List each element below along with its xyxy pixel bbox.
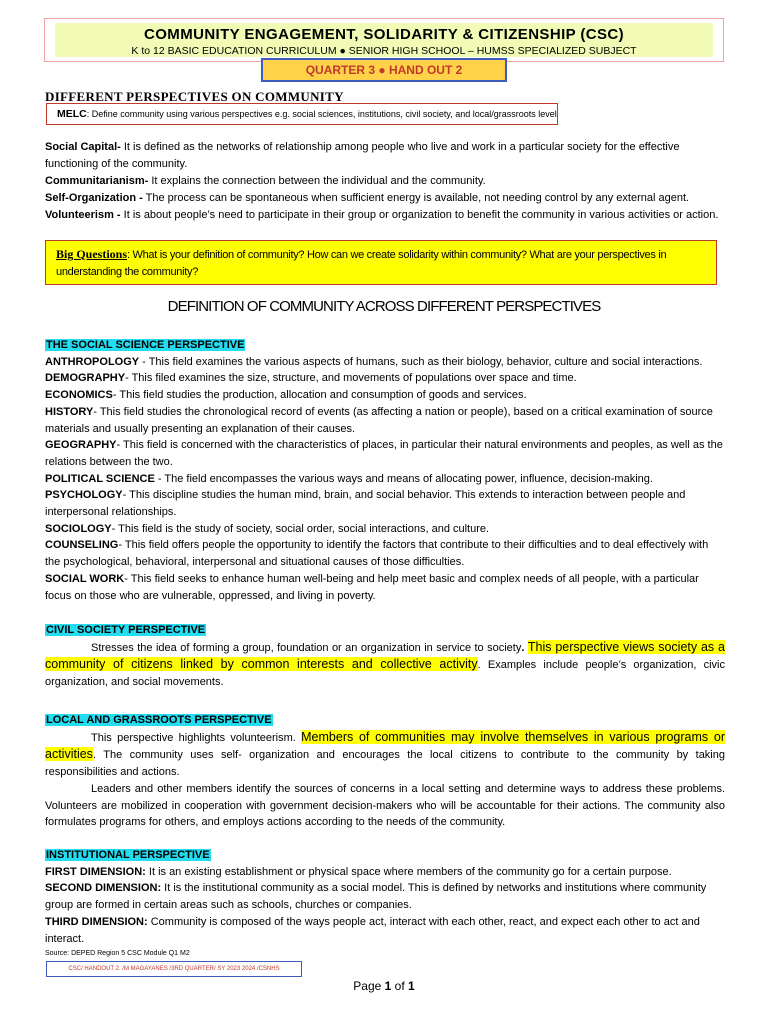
melc-label: MELC [57,108,87,120]
discipline-term: ANTHROPOLOGY [45,355,140,368]
institutional-section [45,847,725,947]
melc-box [46,103,558,125]
civil-society-section [45,622,725,691]
header-inner [55,23,713,57]
dimension-term: FIRST DIMENSION: [45,865,146,878]
discipline-term: DEMOGRAPHY [45,372,126,385]
definitions-list [45,139,725,224]
grassroots-highlight: Members of communities may involve themselves in various programs or activities [45,729,725,762]
definition-term: Self-Organization - [45,192,143,204]
discipline-text: - This field offers people the opportunity to identify the factors that contribute to their difficulties and to deal effectively with the psychological, behavioral, interpersonal and situational causes of those difficulties. [45,539,709,569]
definition-item [45,207,725,224]
discipline-text: - This field is the study of society, social order, social interactions, and culture. [111,522,490,535]
definition-text: It is defined as the networks of relationship among people who live and work in a particular society for the effective functioning of the community. [45,141,680,170]
main-title: DEFINITION OF COMMUNITY ACROSS DIFFERENT PERSPECTIVES [167,298,601,315]
discipline-text: - The field encompasses the various ways and means of allocating power, influence, decision-making. [154,472,653,485]
dimension-term: THIRD DIMENSION: [45,915,148,928]
discipline-text: - This filed examines the size, structure, and movements of populations over space and time. [125,372,577,385]
discipline-term: HISTORY [45,405,94,418]
dimension-text: It is the institutional community as a social model. This is defined by networks and institutions where community group are formed in certain areas such as schools, churches or companies. [45,882,707,912]
big-questions-text: : What is your definition of community? How can we create solidarity within community? What are your perspectives in understanding the community? [56,249,667,278]
page-current: 1 [384,979,392,993]
definition-term: Social Capital- [45,141,121,153]
discipline-term: PSYCHOLOGY [45,489,123,502]
big-questions-label: Big Questions [56,247,128,261]
discipline-text: - This field examines the various aspects of humans, such as their biology, behavior, culture and social interactions. [139,355,703,368]
definition-item [45,139,725,173]
quarter-badge: QUARTER 3 ● HAND OUT 2 [261,58,507,82]
social-science-heading: THE SOCIAL SCIENCE PERSPECTIVE [46,339,245,351]
discipline-item [45,387,725,404]
discipline-term: ECONOMICS [45,389,113,402]
grassroots-text-end: . The community uses self- organization and encourages the local citizens to contribute to the community by taking responsibilities and actions. [45,749,725,779]
civil-society-highlight: This perspective views society as a community of citizens linked by common interests and collective activity [45,639,725,672]
discipline-term: COUNSELING [45,539,119,552]
dimension-term: SECOND DIMENSION: [45,882,162,895]
discipline-item [45,521,725,538]
page-total: 1 [408,979,415,993]
civil-society-paragraph [45,639,725,691]
discipline-term: SOCIOLOGY [45,522,112,535]
definition-text: The process can be spontaneous when sufficient energy is available, not needing control by any external agent. [142,192,690,204]
discipline-item [45,471,725,488]
civil-society-text-end: . Examples include people’s organization, civic organization, and social movements. [45,659,726,689]
grassroots-heading: LOCAL AND GRASSROOTS PERSPECTIVE [46,714,272,726]
discipline-text: - This discipline studies the human mind, brain, and social behavior. This extends to interaction between people and interpersonal relationships. [45,489,686,519]
header-title: COMMUNITY ENGAGEMENT, SOLIDARITY & CITIZENSHIP (CSC) [144,26,624,43]
dimension-text: Community is composed of the ways people act, interact with each other, react, and expect each other to act and interact. [45,915,700,945]
footer-credit: CSC/ HANDOUT 2. /M MAGAYANES /3RD QUARTER/ SY 2023 2024 /CSNHS [46,961,302,977]
discipline-text: - This field studies the chronological record of events (as affecting a nation or people), based on a critical examination of source materials and usually presenting an explanation of their causes. [45,405,713,435]
source-note: Source: DEPED Region 5 CSC Module Q1 M2 [45,950,190,957]
discipline-term: GEOGRAPHY [45,439,117,452]
discipline-item [45,354,725,371]
grassroots-paragraph-2: Leaders and other members identify the sources of concerns in a local setting and determine ways to address these problems. Volunteers are mobilized in cooperation with government decision-makers who will be accountable for their actions. The community also formulates programs for others, and employs actions according to the needs of the community. [45,782,725,829]
discipline-item [45,370,725,387]
discipline-item [45,487,725,520]
discipline-item [45,437,725,470]
institutional-heading: INSTITUTIONAL PERSPECTIVE [46,849,210,861]
discipline-term: POLITICAL SCIENCE [45,472,155,485]
dimension-item [45,880,725,913]
civil-society-text: Stresses the idea of forming a group, foundation or an organization in service to society [91,641,522,654]
header-banner [44,18,724,62]
definition-term: Communitarianism- [45,175,149,187]
page-number [0,979,768,993]
discipline-term: SOCIAL WORK [45,572,125,585]
big-questions-box [45,240,717,285]
discipline-item [45,571,725,604]
header-subtitle: K to 12 BASIC EDUCATION CURRICULUM ● SENIOR HIGH SCHOOL – HUMSS SPECIALIZED SUBJECT [131,45,637,57]
social-science-section [45,337,725,604]
dimension-item [45,914,725,947]
discipline-text: - This field seeks to enhance human well-being and help meet basic and complex needs of all people, with a particular focus on those who are vulnerable, oppressed, and living in poverty. [45,572,699,602]
discipline-item [45,537,725,570]
definition-text: It explains the connection between the individual and the community. [148,175,486,187]
melc-text: : Define community using various perspectives e.g. social sciences, institutions, civil society, and local/grassroots level [86,109,557,119]
discipline-text: - This field is concerned with the characteristics of places, in particular their natural environments and peoples, as well as the relations between the two. [45,439,723,468]
dimension-text: It is an existing establishment or physical space where members of the community go for a certain purpose. [145,865,672,878]
grassroots-paragraph-1 [45,729,725,781]
dimension-item [45,864,725,881]
grassroots-section [45,712,725,831]
civil-society-dot: . [521,641,528,654]
grassroots-text: This perspective highlights volunteerism. [91,731,302,744]
page-of: of [391,979,409,993]
definition-text: It is about people’s need to participate in their group or organization to benefit the community in various activities or action. [120,209,719,221]
discipline-text: - This field studies the production, allocation and consumption of goods and services. [112,389,527,402]
definition-item [45,173,725,190]
discipline-item [45,404,725,437]
definition-item [45,190,725,207]
definition-term: Volunteerism - [45,209,121,221]
page-prefix: Page [353,979,385,993]
civil-society-heading: CIVIL SOCIETY PERSPECTIVE [46,624,206,636]
section-heading: DIFFERENT PERSPECTIVES ON COMMUNITY [45,89,344,104]
